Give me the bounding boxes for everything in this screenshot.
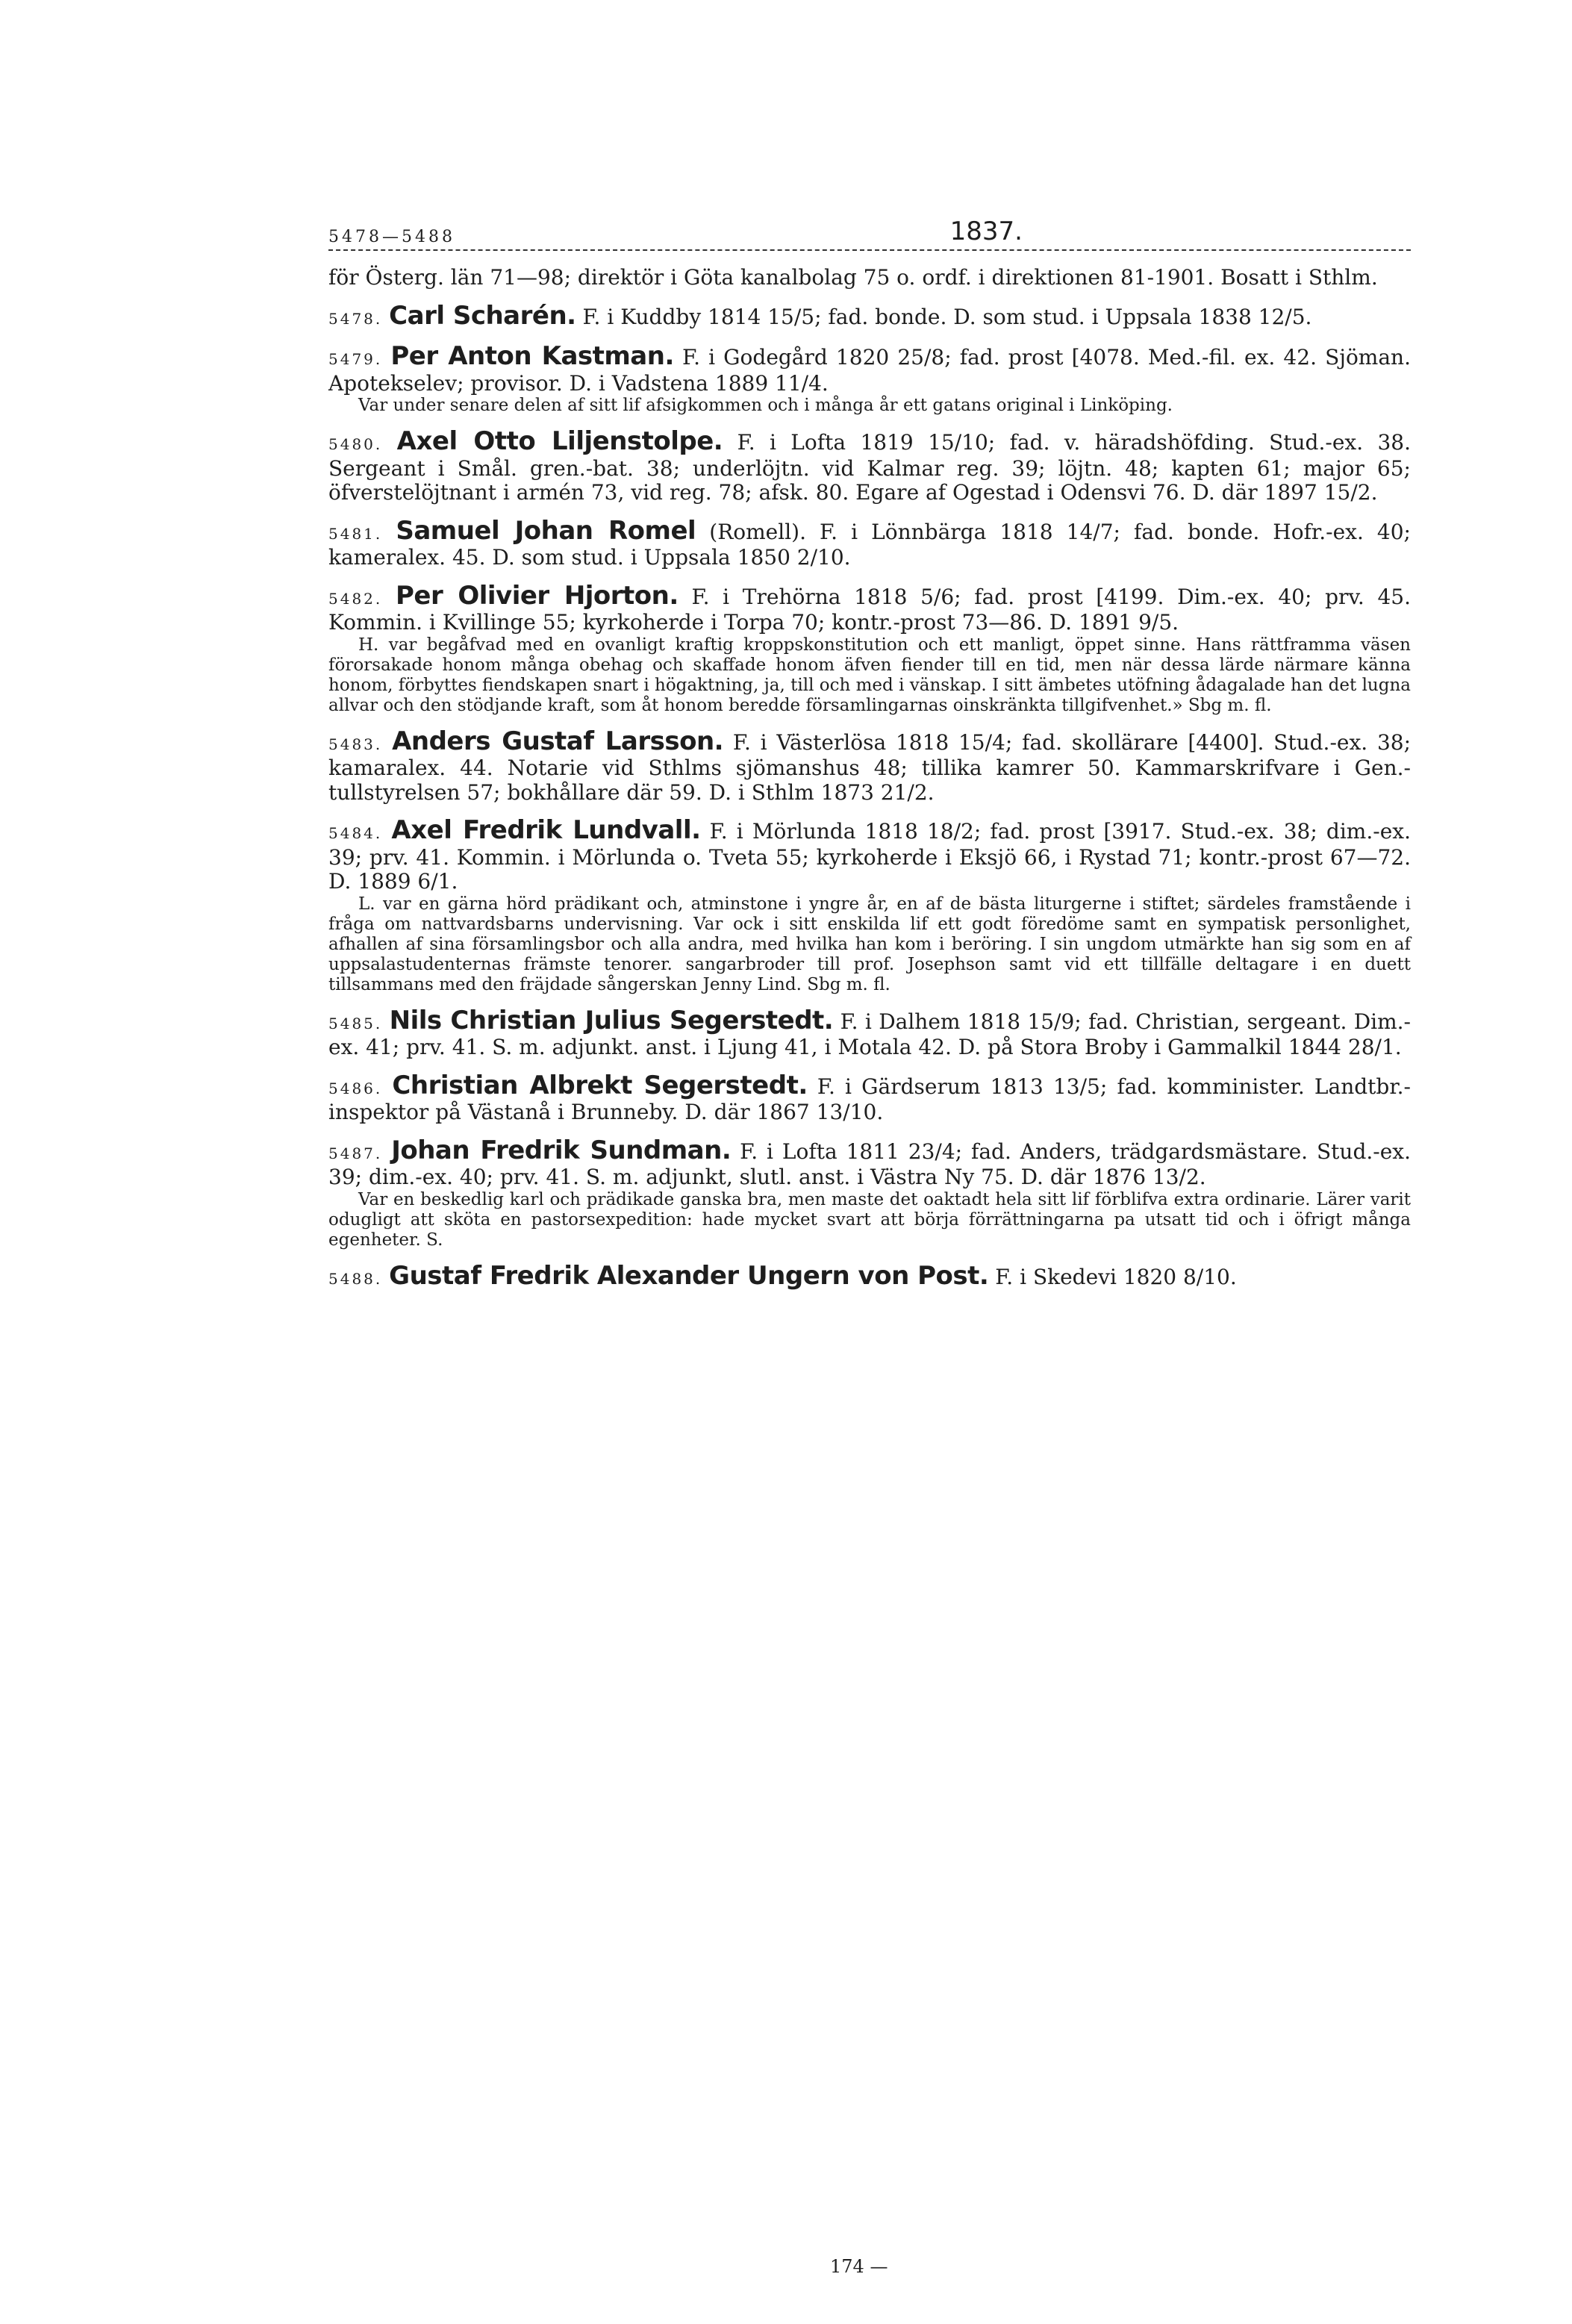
entry-body: F. i Lofta 1811 23/4; fad. Anders, trädgardsmästare. Stud.-ex. 39; dim.-ex. 40; prv. 41. S. m. adjunkt, slutl. anst. i Västra Ny 75. D. där 1876 13/2. [328, 1138, 1411, 1189]
entry-5488 [328, 1260, 1411, 1292]
entry-number: 5488. [328, 1269, 383, 1288]
entry-body: F. i Lofta 1819 15/10; fad. v. häradshöfding. Stud.-ex. 38. Sergeant i Smål. gren.-bat. 38; underlöjtn. vid Kalmar reg. 39; löjtn. 48; kapten 61; major 65; öfverstelöjtnant i armén 73, vid reg. 78; afsk. 80. Egare af Ogestad i Odensvi 76. D. där 1897 15/2. [328, 430, 1412, 505]
entry-text [328, 341, 1411, 396]
continuation-text: för Österg. län 71—98; direktör i Göta kanalbolag 75 o. ordf. i direktionen 81-1901. Bosatt i Sthlm. [328, 265, 1378, 290]
entry-body: F. i Västerlösa 1818 15/4; fad. skollärare [4400]. Stud.-ex. 38; kamaralex. 44. Notarie vid Sthlms sjömanshus 48; tillika kamrer 50. Kammarskrifvare i Gen.-tullstyrelsen 57; bokhållare där 59. D. i Sthlm 1873 21/2. [328, 729, 1412, 805]
entry-number: 5487. [328, 1144, 383, 1162]
entry-text [328, 726, 1412, 806]
entry-name: Samuel Johan Romel [396, 515, 696, 546]
entry-number: 5484. [328, 824, 383, 842]
entry-body: F. i Dalhem 1818 15/9; fad. Christian, sergeant. Dim.-ex. 41; prv. 41. S. m. adjunkt. anst. i Ljung 41, i Motala 42. D. på Stora Broby i Gammalkil 1844 28/1. [328, 1009, 1412, 1059]
page-header [328, 216, 1411, 251]
entry-note: Var en beskedlig karl och prädikade ganska bra, men maste det oaktadt hela sitt lif förblifva extra ordinarie. Lärer varit odugligt att sköta en pastorsexpedition: hade mycket svart att börja förrättningarna pa utsatt tid och i öfrigt många egenheter. S. [328, 1189, 1411, 1250]
entry-number: 5486. [328, 1079, 383, 1097]
entry-number: 5483. [328, 735, 383, 753]
entry-body: F. i Trehörna 1818 5/6; fad. prost [4199. Dim.-ex. 40; prv. 45. Kommin. i Kvillinge 55; kyrkoherde i Torpa 70; kontr.-prost 73—86. D. 1891 9/5. [328, 584, 1412, 635]
entry-name: Johan Fredrik Sundman. [391, 1135, 732, 1165]
entry-name: Christian Albrekt Segerstedt. [392, 1070, 808, 1100]
entry-body: F. i Kuddby 1814 15/5; fad. bonde. D. som stud. i Uppsala 1838 12/5. [582, 304, 1312, 329]
entry-number: 5480. [328, 435, 383, 453]
page-body [328, 216, 1411, 1291]
entry-name: Nils Christian Julius Segerstedt. [389, 1005, 834, 1035]
entry-text [328, 1070, 1411, 1125]
entry-note: L. var en gärna hörd prädikant och, atminstone i yngre år, en af de bästa liturgerne i stiftet; särdeles framstående i fråga om nattvardsbarns undervisning. Var ock i sitt enskilda lif ett godt föredöme samt en sympatisk personlighet, afhallen af sina församlingsbor och alla andra, med hvilka han kom i beröring. I sin ungdom utmärkte han sig som en af uppsalastudenternas främste tenorer. sangarbroder till prof. Josephson samt vid ett tillfälle deltagare i en duett tillsammans med den fräjdade sångerskan Jenny Lind. Sbg m. fl. [328, 894, 1411, 994]
entry-text [328, 1005, 1412, 1060]
entry-note: H. var begåfvad med en ovanligt kraftig kroppskonstitution och ett manligt, öppet sinne. Hans rättframma väsen förorsakade honom många obehag och skaffade honom äfven fiender till en tid, men när dessa lärde närmare känna honom, förbyttes fiendskapen snart i högaktning, ja, till och med i vänskap. I sitt ämbetes utöfning ådagalade han det lugna allvar och den stödjande kraft, som åt honom beredde församlingarnas oinskränkta tillgifvenhet.» Sbg m. fl. [328, 635, 1411, 715]
entry-5484 [328, 815, 1411, 995]
entry-text [328, 300, 1411, 331]
entry-text [328, 580, 1412, 635]
entry-5486 [328, 1070, 1411, 1125]
entry-name: Per Anton Kastman. [390, 341, 674, 371]
entry-number: 5485. [328, 1014, 383, 1032]
entry-body: F. i Skedevi 1820 8/10. [995, 1264, 1237, 1289]
entry-body: (Romell). F. i Lönnbärga 1818 14/7; fad. bonde. Hofr.-ex. 40; kameralex. 45. D. som stud. i Uppsala 1850 2/10. [328, 519, 1411, 570]
entry-text [328, 1260, 1411, 1292]
entry-number: 5482. [328, 589, 383, 608]
entry-5485 [328, 1005, 1412, 1060]
entry-text [328, 1135, 1411, 1190]
entry-5480 [328, 426, 1412, 505]
entry-name: Axel Fredrik Lundvall. [391, 815, 701, 845]
entry-body: F. i Mörlunda 1818 18/2; fad. prost [3917. Stud.-ex. 38; dim.-ex. 39; prv. 41. Kommin. i Mörlunda o. Tveta 55; kyrkoherde i Eksjö 66, i Rystad 71; kontr.-prost 67—72. D. 1889 6/1. [328, 819, 1411, 894]
entry-5482 [328, 580, 1412, 716]
entry-5481 [328, 515, 1411, 570]
entry-5478 [328, 300, 1411, 331]
entry-name: Per Olivier Hjorton. [395, 580, 679, 611]
entry-5487 [328, 1135, 1411, 1250]
entry-5479 [328, 341, 1411, 416]
page-year: 1837. [949, 216, 1023, 246]
entry-note: Var under senare delen af sitt lif afsigkommen och i många år ett gatans original i Linköping. [358, 396, 1173, 415]
entry-number: 5481. [328, 524, 383, 543]
page-number: 174 — [830, 2256, 888, 2277]
entry-name: Axel Otto Liljenstolpe. [396, 426, 723, 456]
entry-number: 5478. [328, 309, 383, 328]
entry-5483 [328, 726, 1412, 806]
entry-range: 5478—5488 [328, 228, 455, 246]
entry-body: F. i Gärdserum 1813 13/5; fad. komminister. Landtbr.-inspektor på Västanå i Brunneby. D. där 1867 13/10. [328, 1074, 1411, 1124]
entry-text [328, 515, 1411, 570]
entry-body: F. i Godegård 1820 25/8; fad. prost [4078. Med.-fil. ex. 42. Sjöman. Apotekselev; provisor. D. i Vadstena 1889 11/4. [328, 345, 1411, 396]
entry-number: 5479. [328, 350, 383, 368]
entry-text [328, 815, 1411, 894]
entry-name: Anders Gustaf Larsson. [392, 726, 724, 756]
entry-name: Gustaf Fredrik Alexander Ungern von Post. [389, 1260, 989, 1291]
entry-text [328, 426, 1412, 505]
entry-name: Carl Scharén. [389, 300, 576, 331]
